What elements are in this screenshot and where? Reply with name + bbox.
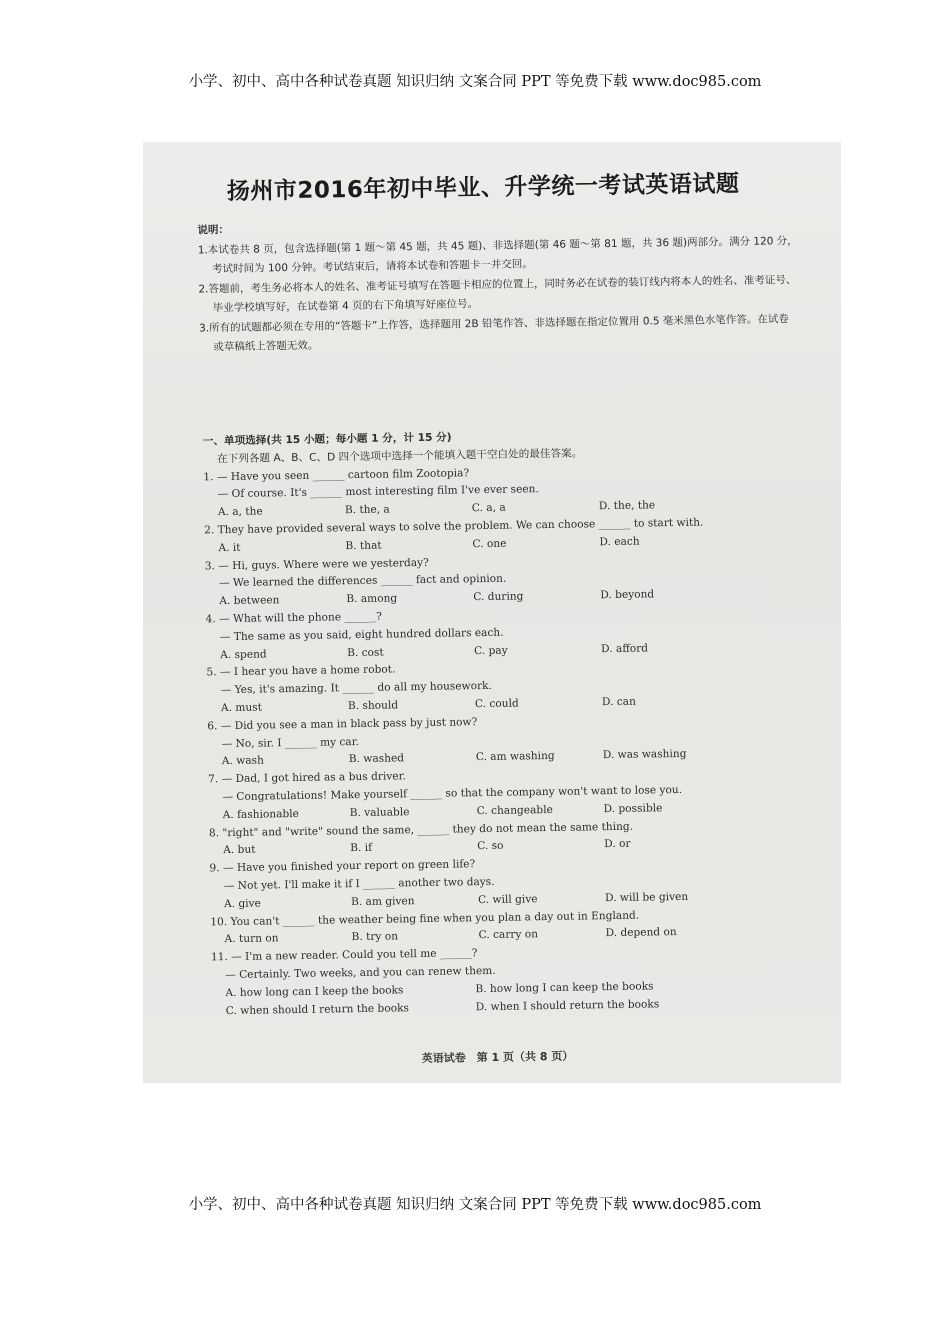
question-text: — Of course. It's ______ most interesting film I've ever seen. xyxy=(217,483,539,501)
option-choice: C. so xyxy=(477,840,504,853)
option-choice: B. should xyxy=(347,699,399,713)
question-text: — We learned the differences ______ fact and opinion. xyxy=(218,573,507,590)
instructions xyxy=(197,212,799,358)
page-footer-watermark: 小学、初中、高中各种试卷真题 知识归纳 文案合同 PPT 等免费下载 www.doc985.com xyxy=(188,1197,762,1213)
option-choice: D. or xyxy=(604,838,631,851)
question-text: — Yes, it's amazing. It ______ do all my housework. xyxy=(220,680,492,697)
option-choice: A. a, the xyxy=(217,505,263,519)
question-text: — The same as you said, eight hundred dollars each. xyxy=(219,626,504,643)
option-choice: C. when should I return the books xyxy=(225,1001,409,1017)
option-choice: B. try on xyxy=(351,930,399,944)
option-choice: B. the, a xyxy=(344,503,390,517)
option-choice: A. fashionable xyxy=(222,807,299,821)
exam-sheet xyxy=(143,142,841,1083)
option-choice: A. but xyxy=(223,843,256,857)
option-choice: A. it xyxy=(218,541,241,554)
question-4 xyxy=(205,602,806,665)
instruction-item: 3.所有的试题都必须在专用的“答题卡”上作答，选择题用 2B 铅笔作答、非选择题在指定位置用 0.5 毫米黑色水笔作答。在试卷或草稿纸上答题无效。 xyxy=(198,312,789,354)
question-text: — Certainly. Two weeks, and you can renew them. xyxy=(225,964,496,982)
question-5 xyxy=(206,655,807,718)
option-choice: D. can xyxy=(601,695,636,709)
option-choice: D. when I should return the books xyxy=(475,997,660,1013)
option-choice: B. valuable xyxy=(349,805,410,819)
option-choice: D. beyond xyxy=(600,588,655,602)
question-text: 2. They have provided several ways to solve the problem. We can choose ______ to start with. xyxy=(204,516,704,537)
exam-photo xyxy=(143,142,841,1083)
option-choice: C. during xyxy=(473,590,524,604)
option-choice: A. turn on xyxy=(224,932,279,946)
question-text: 6. — Did you see a man in black pass by just now? xyxy=(207,715,478,733)
option-choice: C. am washing xyxy=(475,750,555,764)
option-choice: C. pay xyxy=(474,644,508,657)
sheet-footer: 英语试卷 第 1 页（共 8 页） xyxy=(421,1049,574,1066)
option-choice: C. carry on xyxy=(478,928,539,942)
question-text: 8. "right" and "write" sound the same, ______ they do not mean the same thing. xyxy=(208,820,634,839)
question-text: — No, sir. I ______ my car. xyxy=(221,735,360,750)
question-text: 1. — Have you seen ______ cartoon film Zootopia? xyxy=(203,466,470,484)
page-header-watermark: 小学、初中、高中各种试卷真题 知识归纳 文案合同 PPT 等免费下载 www.doc985.com xyxy=(188,74,762,90)
question-text: 9. — Have you finished your report on green life? xyxy=(209,858,476,875)
question-text: 10. You can't ______ the weather being fine when you plan a day out in England. xyxy=(210,909,640,928)
section-single-choice xyxy=(203,424,812,1021)
option-choice: B. among xyxy=(346,592,398,606)
question-text: 5. — I hear you have a home robot. xyxy=(206,663,396,679)
option-choice: B. how long I can keep the books xyxy=(475,980,654,995)
option-choice: B. cost xyxy=(347,646,384,659)
question-7 xyxy=(208,762,809,825)
option-choice: A. spend xyxy=(220,648,267,661)
option-choice: A. must xyxy=(220,701,263,715)
option-choice: B. am given xyxy=(350,894,415,908)
question-1 xyxy=(203,460,804,523)
question-text: 11. — I'm a new reader. Could you tell me ______? xyxy=(210,947,478,964)
option-choice: D. each xyxy=(599,535,640,548)
question-text: 4. — What will the phone ______? xyxy=(205,610,382,626)
option-choice: B. washed xyxy=(348,752,405,766)
question-text: — Not yet. I'll make it if I ______ another two days. xyxy=(223,875,495,893)
instructions-heading: 说明： xyxy=(197,223,230,237)
option-choice: D. the, the xyxy=(598,499,656,513)
question-9 xyxy=(209,851,810,914)
option-choice: B. if xyxy=(350,842,373,855)
option-choice: A. wash xyxy=(221,754,264,768)
option-choice: B. that xyxy=(345,539,382,552)
option-choice: C. one xyxy=(472,537,507,550)
question-text: — Congratulations! Make yourself ______ so that the company won't want to lose you. xyxy=(222,783,683,804)
option-choice: C. changeable xyxy=(476,803,553,817)
option-choice: D. will be given xyxy=(604,890,689,904)
instruction-item: 1.本试卷共 8 页，包含选择题(第 1 题～第 45 题，共 45 题)、非选择题(第 46 题～第 81 题，共 36 题)两部分。满分 120 分，考试时间为 100 分钟。考试结束后，请将本试卷和答题卡一并交回。 xyxy=(197,234,798,276)
option-choice: D. was washing xyxy=(602,748,687,762)
question-6 xyxy=(207,709,808,772)
option-choice: D. depend on xyxy=(605,926,677,940)
option-choice: C. will give xyxy=(477,892,538,906)
option-choice: A. how long can I keep the books xyxy=(225,984,404,999)
question-text: 7. — Dad, I got hired as a bus driver. xyxy=(208,770,406,786)
section-subtitle: 在下列各题 A、B、C、D 四个选项中选择一个能填入题干空白处的最佳答案。 xyxy=(216,447,583,465)
instruction-item: 2.答题前，考生务必将本人的姓名、准考证号填写在答题卡相应的位置上，同时务必在试卷的装订线内将本人的姓名、准考证号、毕业学校填写好，在试卷第 4 页的右下角填写好座位号。 xyxy=(198,273,797,315)
option-choice: C. could xyxy=(474,697,519,711)
section-title: 一、单项选择(共 15 小题；每小题 1 分，计 15 分) xyxy=(202,431,452,448)
question-text: 3. — Hi, guys. Where were we yesterday? xyxy=(204,556,429,572)
question-3 xyxy=(205,549,806,612)
question-11 xyxy=(211,940,812,1021)
question-list xyxy=(203,460,812,1021)
option-choice: C. a, a xyxy=(471,501,506,515)
option-choice: D. afford xyxy=(601,642,649,655)
option-choice: A. between xyxy=(219,594,280,608)
option-choice: A. give xyxy=(223,897,261,910)
exam-title: 扬州市2016年初中毕业、升学统一考试英语试题 xyxy=(226,170,740,206)
option-choice: D. possible xyxy=(603,801,663,815)
